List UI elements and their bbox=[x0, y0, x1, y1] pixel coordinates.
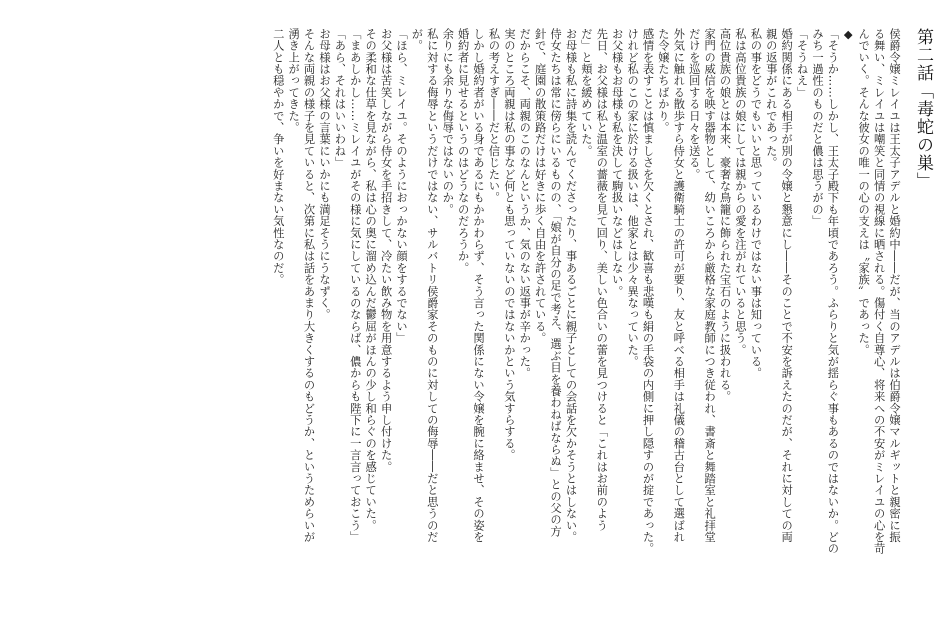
text-line: 私の事をどうでもいいと思っているわけではない事は知っている。 bbox=[749, 28, 763, 379]
text-line: 侯爵令嬢ミレイユは王太子アデルと婚約中――だが、当のアデルは伯爵令嬢マルギットと親密に振 bbox=[888, 28, 901, 543]
text-line: 婚約者に見せるというのはどうなのだろうか。 bbox=[456, 28, 470, 274]
text-line: が。 bbox=[410, 28, 424, 52]
text-line: 先日、お父様は私と温室の薔薇を見て回り、美しい色合いの蕾を見つけると「これはお前のよう bbox=[595, 28, 609, 532]
section-separator: ◆ bbox=[841, 28, 855, 42]
text-line: だからこそ、両親のこのなんというか、気のない返事が辛かった。 bbox=[518, 28, 532, 379]
text-line: んでいく。そんな彼女の唯一の心の支えは〝家族〟であった。 bbox=[857, 28, 871, 356]
text-line: お母様も私に詩集を読んでくださったり、事あるごとに親子としての会話を欠かそうとはしない。 bbox=[564, 28, 578, 543]
text-line: けれど私のこの家に於ける扱いは、他家とは少々異なっていた。 bbox=[626, 28, 640, 368]
text-line: だ」と頬を緩めていた。 bbox=[579, 28, 593, 157]
text-line: みち一過性のものだと儂は思うがの」 bbox=[810, 28, 824, 227]
text-line: た令嬢たちばかり。 bbox=[656, 28, 670, 134]
text-line: お父様もお母様も私を決して駒扱いなどはしない。 bbox=[610, 28, 624, 298]
text-line: 実のところ両親は私の事など何とも思っていないのではないかという気すらする。 bbox=[502, 28, 516, 461]
text-line: そんな両親の様子を見ていると、次第に私は話をあまり大きくするのもどうか、というためらいが bbox=[302, 28, 316, 543]
text-line: 高位貴族の娘とは本来、豪奢な鳥籠に飾られた宝石のように扱われる。 bbox=[718, 28, 732, 403]
text-line: お父様は苦笑しながら侍女を手招きして、冷たい飲み物を用意するよう申し付けた。 bbox=[379, 28, 393, 473]
text-line: 親の返事がこれであった。 bbox=[764, 28, 778, 169]
chapter-title: 第二話「毒蛇の巣」 bbox=[913, 28, 933, 190]
text-line: 私の考えすぎ――だと信じたい。 bbox=[487, 28, 501, 204]
text-line: その柔和な仕草を見ながら、私は心の奥に溜め込んだ鬱屈がほんの少し和らぐのを感じていた。 bbox=[364, 28, 378, 532]
text-line: 針で、庭園の散策路だけは好きに歩く自由を許されている。 bbox=[533, 28, 547, 344]
text-line: る舞い、ミレイユは嘲笑と同情の視線に晒される。傷付く自尊心、将来への不安がミレイユの心を苛 bbox=[872, 28, 886, 555]
text-line: 余りにも余りな侮辱ではないのか。 bbox=[441, 28, 455, 216]
text-line: 「そうか……しかし、王太子殿下も年頃であろう。ふらりと気が揺らぐ事もあるのではないか。どの bbox=[826, 28, 840, 555]
text-line: 湧き上がってきた。 bbox=[287, 28, 301, 134]
text-line: 家門の威信を映す器物として、幼いころから厳格な家庭教師につき従われ、書斎と舞踏室と礼拝堂 bbox=[703, 28, 717, 543]
text-line: 「あら、それはいいわね」 bbox=[333, 28, 347, 169]
text-line: だけを巡回する日々を送る。 bbox=[687, 28, 701, 181]
text-line: 感情を表すことは慎ましさを欠くとされ、歓喜も悲嘆も絹の手袋の内側に押し隠すのが掟であった。 bbox=[641, 28, 655, 555]
text-line: 「ほら、ミレイユ。そのようにおっかない顔をするでない」 bbox=[395, 28, 408, 344]
text-line: 二人とも穏やかで、争いを好まない気性なのだ。 bbox=[271, 28, 285, 286]
text-line: 私に対する侮辱というだけではない、サルバトリ侯爵家そのものに対しての侮辱――だと思うのだ bbox=[425, 28, 439, 543]
text-line: 「まあしかし……ミレイユがその様に気にしているのならば、儂からも陛下に一言言っておこう」 bbox=[348, 28, 362, 543]
text-line: 外気に触れる散歩すら侍女と護衛騎士の許可が要り、友と呼べる相手は礼儀の稽古台として選ばれ bbox=[672, 28, 686, 543]
text-line: お母様はお父様の言葉にいかにも満足そうにうなずく。 bbox=[317, 28, 331, 321]
text-line: 私は高位貴族の娘にしては親からの愛を注がれていると思う。 bbox=[733, 28, 747, 356]
vertical-text-body bbox=[270, 28, 938, 618]
text-line: 侍女たちは常に傍らにいるものの、「娘が自分の足で考え、選ぶ目を養わねばならぬ」との父の方 bbox=[549, 28, 563, 538]
text-line: 「そうねえ」 bbox=[795, 28, 809, 99]
text-line: しかし婚約者がいる身であるにもかかわらず、そう言った関係にない令嬢を腕に絡ませ、その姿を bbox=[472, 28, 486, 543]
text-line: 婚約関係にある相手が別の令嬢と懇意にし――そのことで不安を訴えたのだが、それに対しての両 bbox=[780, 28, 794, 543]
